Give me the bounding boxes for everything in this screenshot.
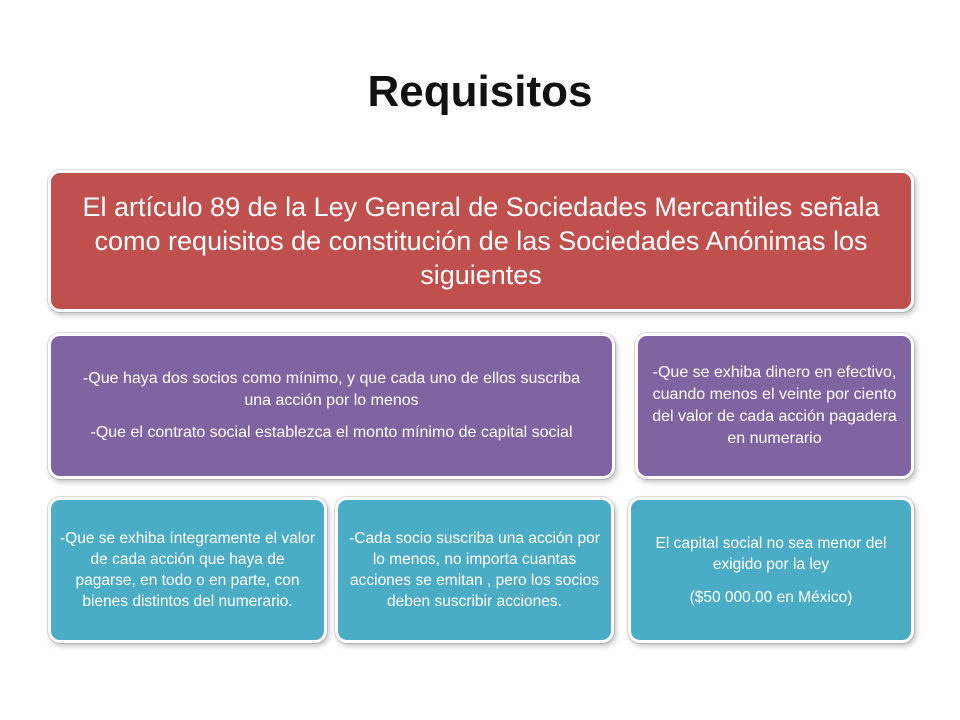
intro-text: El artículo 89 de la Ley General de Sociedades Mercantiles señala como requisitos de constitución de las Sociedades Anónimas los siguientes bbox=[82, 192, 880, 290]
detail-capital-amount: ($50 000.00 en México) bbox=[689, 588, 853, 606]
detail-acciones-text: -Cada socio suscriba una acción por lo menos, no importa cuantas acciones se emitan , pero los socios deben suscribir acciones. bbox=[349, 530, 600, 610]
detail-box-capital bbox=[628, 497, 914, 643]
requirement-socios: -Que haya dos socios como mínimo, y que cada uno de ellos suscriba una acción por lo menos bbox=[82, 370, 581, 409]
detail-capital-text: El capital social no sea menor del exigido por la ley bbox=[655, 534, 887, 573]
detail-bienes-text: -Que se exhiba íntegramente el valor de cada acción que haya de pagarse, en todo o en parte, con bienes distintos del numerario. bbox=[59, 530, 316, 610]
requirement-capital-minimo: -Que el contrato social establezca el monto mínimo de capital social bbox=[90, 424, 573, 441]
page-title: Requisitos bbox=[367, 67, 593, 116]
requirements-box-right bbox=[635, 333, 914, 479]
requirement-dinero-efectivo: -Que se exhiba dinero en efectivo, cuando menos el veinte por ciento del valor de cada acción pagadera en numerario bbox=[652, 364, 897, 447]
requirements-box-left bbox=[48, 333, 615, 479]
intro-box bbox=[48, 170, 914, 312]
detail-box-acciones bbox=[335, 497, 614, 643]
detail-box-bienes bbox=[48, 497, 327, 643]
